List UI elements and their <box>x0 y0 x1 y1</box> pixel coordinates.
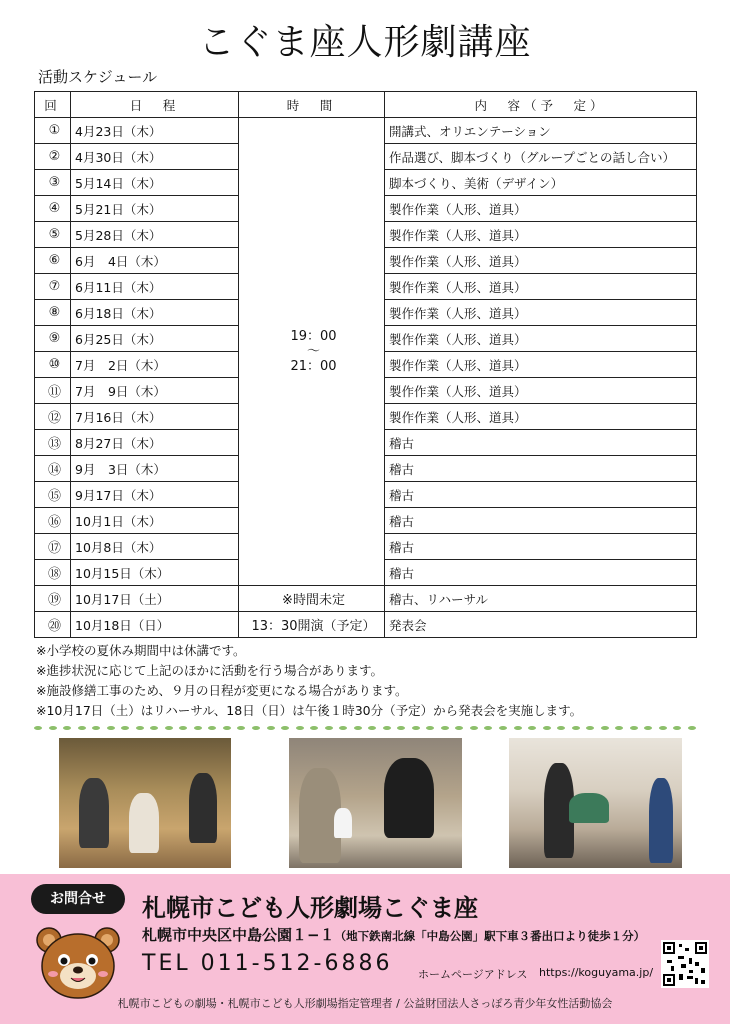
session-content: 製作作業（人形、道具） <box>385 248 697 274</box>
session-date: 6月 4日（木） <box>71 248 239 274</box>
schedule-table <box>34 91 697 638</box>
leaf-icon <box>92 726 100 730</box>
session-date: 9月17日（木） <box>71 482 239 508</box>
session-number: ⑥ <box>35 248 71 274</box>
leaf-icon <box>252 726 260 730</box>
leaf-icon <box>455 726 463 730</box>
homepage-label: ホームページアドレス <box>418 968 528 981</box>
header-content: 内 容（予 定） <box>385 92 697 118</box>
session-content: 稽古 <box>385 508 697 534</box>
table-row <box>35 586 697 612</box>
session-date: 5月28日（木） <box>71 222 239 248</box>
session-date: 7月 2日（木） <box>71 352 239 378</box>
session-number: ④ <box>35 196 71 222</box>
leaf-icon <box>514 726 522 730</box>
session-content: 作品選び、脚本づくり（グループごとの話し合い） <box>385 144 697 170</box>
leaf-icon <box>354 726 362 730</box>
session-date: 6月25日（木） <box>71 326 239 352</box>
table-row <box>35 118 697 144</box>
leaf-icon <box>630 726 638 730</box>
table-header-row <box>35 92 697 118</box>
session-number: ⑪ <box>35 378 71 404</box>
time-part: 21：00 <box>290 359 337 374</box>
session-number: ⑨ <box>35 326 71 352</box>
leaf-icon <box>397 726 405 730</box>
leaf-icon <box>412 726 420 730</box>
leaf-icon <box>339 726 347 730</box>
table-row <box>35 612 697 638</box>
schedule-heading: 活動スケジュール <box>38 68 158 86</box>
leaf-icon <box>325 726 333 730</box>
manager-credit: 札幌市こどもの劇場・札幌市こども人形劇場指定管理者 / 公益財団法人さっぽろ青少年女性活動協会 <box>117 997 613 1010</box>
session-date: 10月17日（土） <box>71 586 239 612</box>
session-time: ※時間未定 <box>239 586 385 612</box>
leaf-icon <box>426 726 434 730</box>
contact-footer <box>0 874 730 1024</box>
address-text: 札幌市中央区中島公園１−１ <box>142 926 335 944</box>
leaf-icon <box>150 726 158 730</box>
leaf-icon <box>63 726 71 730</box>
session-date: 6月11日（木） <box>71 274 239 300</box>
header-date: 日 程 <box>71 92 239 118</box>
leaf-icon <box>34 726 42 730</box>
leaf-icon <box>49 726 57 730</box>
session-date: 10月8日（木） <box>71 534 239 560</box>
session-number: ⑬ <box>35 430 71 456</box>
homepage-link[interactable]: https://koguyama.jp/ <box>539 966 654 979</box>
session-date: 10月18日（日） <box>71 612 239 638</box>
session-number: ⑫ <box>35 404 71 430</box>
leaf-icon <box>194 726 202 730</box>
session-number: ⑳ <box>35 612 71 638</box>
leaf-icon <box>441 726 449 730</box>
time-part: 19：00 <box>290 329 337 344</box>
session-content: 脚本づくり、美術（デザイン） <box>385 170 697 196</box>
leaf-icon <box>179 726 187 730</box>
page-title: こぐま座人形劇講座 <box>198 22 532 63</box>
session-content: 稽古 <box>385 456 697 482</box>
session-number: ② <box>35 144 71 170</box>
session-date: 4月23日（木） <box>71 118 239 144</box>
session-content: 開講式、オリエンテーション <box>385 118 697 144</box>
qr-code-icon[interactable] <box>661 940 709 988</box>
session-number: ⑯ <box>35 508 71 534</box>
leaf-icon <box>208 726 216 730</box>
session-content: 稽古、リハーサル <box>385 586 697 612</box>
session-content: 稽古 <box>385 482 697 508</box>
note-item: ※施設修繕工事のため、９月の日程が変更になる場合があります。 <box>36 683 408 698</box>
leaf-icon <box>659 726 667 730</box>
session-number: ⑱ <box>35 560 71 586</box>
session-date: 8月27日（木） <box>71 430 239 456</box>
leaf-icon <box>586 726 594 730</box>
session-date: 5月14日（木） <box>71 170 239 196</box>
session-number: ⑰ <box>35 534 71 560</box>
leaf-icon <box>107 726 115 730</box>
session-content: 稽古 <box>385 430 697 456</box>
session-number: ⑲ <box>35 586 71 612</box>
leaf-icon <box>543 726 551 730</box>
leaf-icon <box>121 726 129 730</box>
leaf-icon <box>281 726 289 730</box>
session-time: 13：30開演（予定） <box>239 612 385 638</box>
leaf-icon <box>470 726 478 730</box>
session-content: 稽古 <box>385 560 697 586</box>
session-number: ⑮ <box>35 482 71 508</box>
contact-badge: お問合せ <box>31 884 125 914</box>
leaf-icon <box>267 726 275 730</box>
leaf-icon <box>572 726 580 730</box>
leaf-icon <box>136 726 144 730</box>
leaf-icon <box>688 726 696 730</box>
workshop-photo-1 <box>59 738 231 868</box>
notes <box>36 641 582 721</box>
leaf-icon <box>484 726 492 730</box>
session-date: 10月1日（木） <box>71 508 239 534</box>
leaf-icon <box>383 726 391 730</box>
session-content: 製作作業（人形、道具） <box>385 326 697 352</box>
workshop-photo-2 <box>289 738 462 868</box>
session-content: 製作作業（人形、道具） <box>385 404 697 430</box>
note-item: ※進捗状況に応じて上記のほかに活動を行う場合があります。 <box>36 663 383 678</box>
session-content: 製作作業（人形、道具） <box>385 300 697 326</box>
session-date: 4月30日（木） <box>71 144 239 170</box>
header-number: 回 <box>35 92 71 118</box>
session-content: 製作作業（人形、道具） <box>385 378 697 404</box>
session-content: 稽古 <box>385 534 697 560</box>
session-number: ⑭ <box>35 456 71 482</box>
session-date: 10月15日（木） <box>71 560 239 586</box>
session-number: ① <box>35 118 71 144</box>
leaf-icon <box>165 726 173 730</box>
address <box>142 924 645 945</box>
session-number: ③ <box>35 170 71 196</box>
access-info: （地下鉄南北線「中島公園」駅下車３番出口より徒歩１分） <box>334 929 646 943</box>
leaf-icon <box>557 726 565 730</box>
session-number: ⑦ <box>35 274 71 300</box>
session-date: 6月18日（木） <box>71 300 239 326</box>
leaf-icon <box>368 726 376 730</box>
session-number: ⑤ <box>35 222 71 248</box>
session-date: 9月 3日（木） <box>71 456 239 482</box>
leaf-icon <box>296 726 304 730</box>
session-date: 7月16日（木） <box>71 404 239 430</box>
session-date: 7月 9日（木） <box>71 378 239 404</box>
leaf-icon <box>78 726 86 730</box>
time-part: ～ <box>306 344 320 359</box>
note-item: ※10月17日（土）はリハーサル、18日（日）は午後１時30分（予定）から発表会を実施します。 <box>36 703 583 718</box>
leaf-divider <box>34 724 696 732</box>
session-time-merged <box>239 118 385 586</box>
session-date: 5月21日（木） <box>71 196 239 222</box>
session-content: 製作作業（人形、道具） <box>385 274 697 300</box>
leaf-icon <box>615 726 623 730</box>
leaf-icon <box>237 726 245 730</box>
leaf-icon <box>310 726 318 730</box>
session-content: 製作作業（人形、道具） <box>385 222 697 248</box>
session-content: 発表会 <box>385 612 697 638</box>
schedule-body <box>35 118 697 638</box>
leaf-icon <box>601 726 609 730</box>
leaf-icon <box>528 726 536 730</box>
leaf-icon <box>223 726 231 730</box>
session-number: ⑧ <box>35 300 71 326</box>
phone-number: TEL 011-512-6886 <box>142 951 393 976</box>
organization-name: 札幌市こども人形劇場こぐま座 <box>142 894 478 922</box>
header-time: 時 間 <box>239 92 385 118</box>
note-item: ※小学校の夏休み期間中は休講です。 <box>36 643 246 658</box>
bear-mascot-icon <box>33 922 123 1002</box>
workshop-photo-3 <box>509 738 682 868</box>
leaf-icon <box>644 726 652 730</box>
session-number: ⑩ <box>35 352 71 378</box>
leaf-icon <box>673 726 681 730</box>
session-content: 製作作業（人形、道具） <box>385 196 697 222</box>
leaf-icon <box>499 726 507 730</box>
session-content: 製作作業（人形、道具） <box>385 352 697 378</box>
